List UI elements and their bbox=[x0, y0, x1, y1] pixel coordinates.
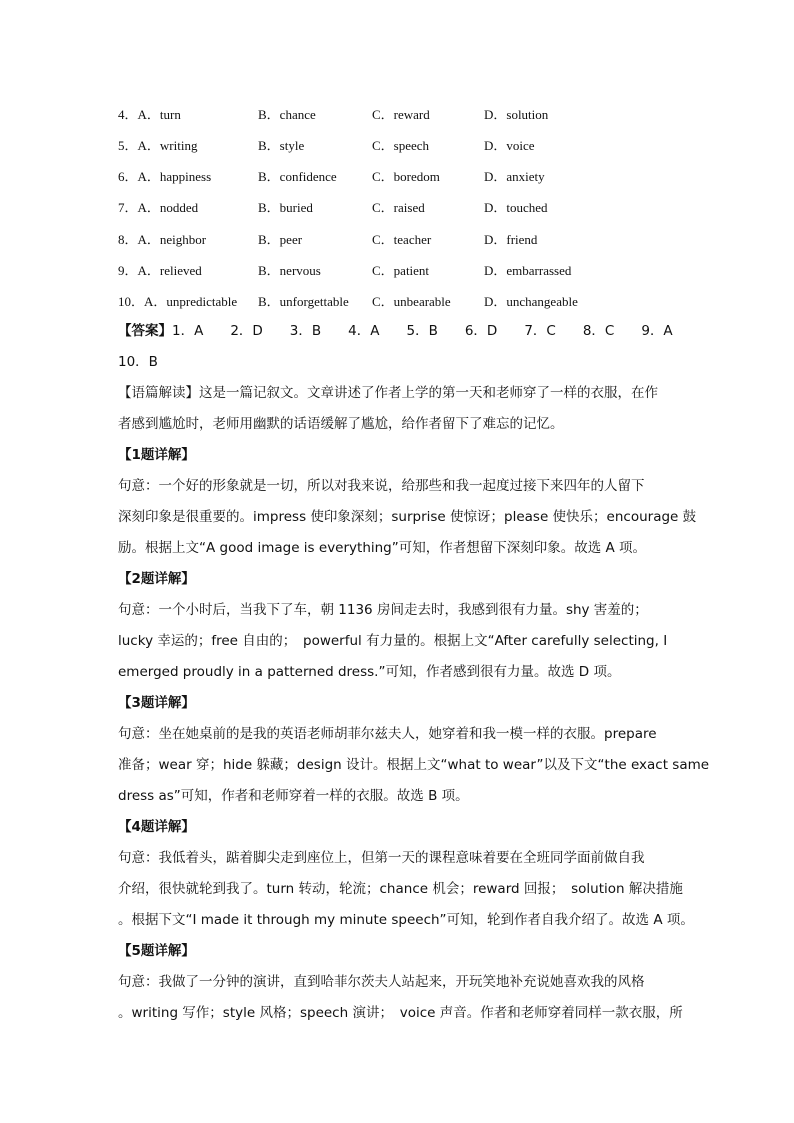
option-d: D．unchangeable bbox=[484, 294, 578, 309]
option-d: D．friend bbox=[484, 232, 538, 247]
option-b: B．chance bbox=[258, 107, 316, 122]
option-a: 4．A．turn bbox=[118, 107, 181, 122]
answer-line bbox=[118, 320, 678, 342]
option-b: B．style bbox=[258, 138, 305, 153]
q3-line-1: 句意：坐在她桌前的是我的英语老师胡菲尔兹夫人，她穿着和我一模一样的衣服。prepare bbox=[118, 726, 657, 742]
option-a: 10．A．unpredictable bbox=[118, 294, 238, 309]
q5-line-2: 。writing 写作；style 风格；speech 演讲； voice 声音。作者和老师穿着同样一款衣服，所 bbox=[118, 1005, 683, 1021]
option-b: B．buried bbox=[258, 200, 313, 215]
option-a: 7．A．nodded bbox=[118, 200, 199, 215]
q1-line-3: 励。根据上文“A good image is everything”可知，作者想留下深刻印象。故选 A 项。 bbox=[118, 540, 647, 556]
option-c: C．teacher bbox=[372, 232, 432, 247]
option-a: 9．A．relieved bbox=[118, 263, 202, 278]
q4-line-2: 介绍，很快就轮到我了。turn 转动，轮流；chance 机会；reward 回报； solution 解决措施 bbox=[118, 881, 683, 897]
q4-heading: 【4题详解】 bbox=[118, 819, 195, 835]
reading-summary-line-2: 者感到尴尬时，老师用幽默的话语缓解了尴尬，给作者留下了难忘的记忆。 bbox=[118, 416, 564, 432]
option-c: C．boredom bbox=[372, 169, 440, 184]
option-d: D．embarrassed bbox=[484, 263, 572, 278]
q2-heading: 【2题详解】 bbox=[118, 571, 195, 587]
option-b: B．peer bbox=[258, 232, 303, 247]
q5-line-1: 句意：我做了一分钟的演讲，直到哈菲尔茨夫人站起来，开玩笑地补充说她喜欢我的风格 bbox=[118, 974, 645, 990]
q2-line-3: emerged proudly in a patterned dress.”可知，作者感到很有力量。故选 D 项。 bbox=[118, 664, 621, 680]
answer-line-2: 10．B bbox=[118, 354, 158, 370]
option-c: C．unbearable bbox=[372, 294, 451, 309]
q4-line-1: 句意：我低着头，踮着脚尖走到座位上，但第一天的课程意味着要在全班同学面前做自我 bbox=[118, 850, 645, 866]
option-c: C．speech bbox=[372, 138, 430, 153]
option-a: 5．A．writing bbox=[118, 138, 198, 153]
q1-line-2: 深刻印象是很重要的。impress 使印象深刻；surprise 使惊讶；please 使快乐；encourage 鼓 bbox=[118, 509, 697, 525]
q2-line-2: lucky 幸运的；free 自由的； powerful 有力量的。根据上文“After carefully selecting, I bbox=[118, 633, 668, 649]
option-d: D．solution bbox=[484, 107, 549, 122]
q1-line-1: 句意：一个好的形象就是一切，所以对我来说，给那些和我一起度过接下来四年的人留下 bbox=[118, 478, 645, 494]
answer-values: 1．A 2．D 3．B 4．A 5．B 6．D 7．C 8．C 9．A bbox=[172, 323, 673, 339]
q1-heading: 【1题详解】 bbox=[118, 447, 195, 463]
option-c: C．raised bbox=[372, 200, 425, 215]
option-c: C．patient bbox=[372, 263, 430, 278]
answer-label: 【答案】 bbox=[118, 323, 172, 339]
option-d: D．touched bbox=[484, 200, 548, 215]
reading-summary-line-1: 【语篇解读】这是一篇记叙文。文章讲述了作者上学的第一天和老师穿了一样的衣服，在作 bbox=[118, 385, 658, 401]
q2-line-1: 句意：一个小时后，当我下了车，朝 1136 房间走去时，我感到很有力量。shy 害羞的； bbox=[118, 602, 648, 618]
option-b: B．nervous bbox=[258, 263, 321, 278]
option-a: 8．A．neighbor bbox=[118, 232, 207, 247]
option-c: C．reward bbox=[372, 107, 430, 122]
q3-line-2: 准备；wear 穿；hide 躲藏；design 设计。根据上文“what to wear”以及下文“the exact same bbox=[118, 757, 710, 773]
option-b: B．confidence bbox=[258, 169, 337, 184]
option-b: B．unforgettable bbox=[258, 294, 349, 309]
q3-line-3: dress as”可知，作者和老师穿着一样的衣服。故选 B 项。 bbox=[118, 788, 469, 804]
q3-heading: 【3题详解】 bbox=[118, 695, 195, 711]
option-d: D．anxiety bbox=[484, 169, 545, 184]
q4-line-3: 。根据下文“I made it through my minute speech”可知，轮到作者自我介绍了。故选 A 项。 bbox=[118, 912, 694, 928]
option-d: D．voice bbox=[484, 138, 535, 153]
q5-heading: 【5题详解】 bbox=[118, 943, 195, 959]
option-a: 6．A．happiness bbox=[118, 169, 212, 184]
